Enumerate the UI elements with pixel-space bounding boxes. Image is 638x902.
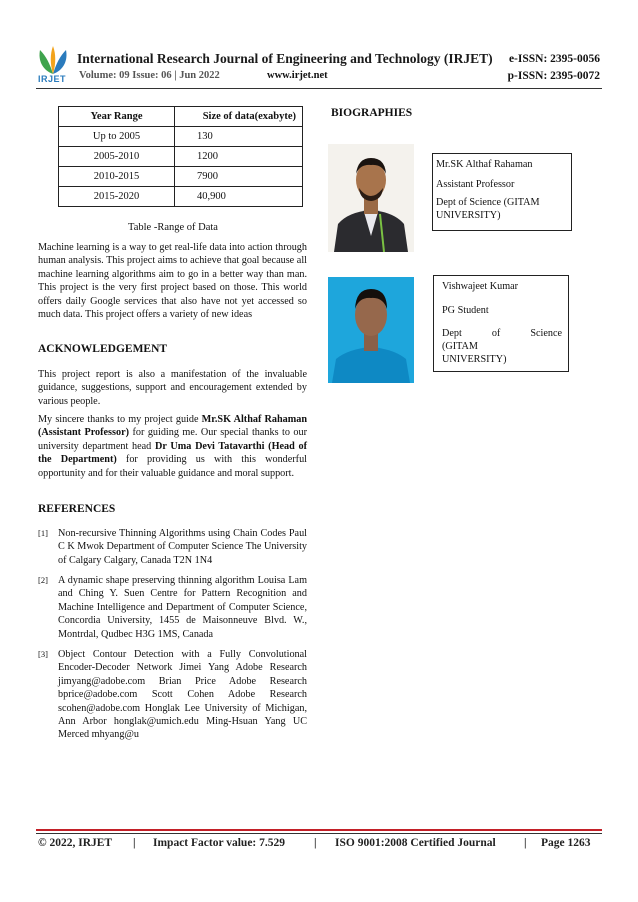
- ack-paragraph-1: This project report is also a manifestation of the invaluable guidance, suggestions, support and encouragement extended by various people.: [38, 369, 307, 407]
- hod-name: Dr Uma Devi Tatavarthi (Head of the Department): [38, 440, 307, 466]
- acknowledgement-heading: ACKNOWLEDGEMENT: [38, 343, 168, 355]
- bio-dept-line: (GITAM: [442, 341, 478, 352]
- bio-dept-word: of: [491, 328, 501, 339]
- reference-number: [3]: [38, 649, 48, 659]
- reference-number: [2]: [38, 575, 48, 585]
- bio-name: Vishwajeet Kumar: [442, 281, 519, 292]
- table-cell: Up to 2005: [59, 127, 175, 147]
- reference-text: Object Contour Detection with a Fully Convolutional Encoder-Decoder Network Jimei Yang Adobe Research jimyang@adobe.com Brian Price Adobe Research bprice@adobe.com Scott Cohen Adobe Research scohen@adobe.com Honglak Lee University of Michigan, Ann Arbor honglak@umich.edu Ming-Hsuan Yang UC Merced mhyang@u: [58, 649, 307, 741]
- bio-dept: [442, 328, 562, 341]
- table-row: [59, 127, 303, 147]
- footer-divider: [36, 833, 602, 834]
- references-heading: REFERENCES: [38, 503, 116, 515]
- logo-text: IRJET: [38, 74, 67, 84]
- ack-text: for providing us with this wonderful opportunity and for their valuable guidance and moral support.: [38, 454, 307, 479]
- ack-text: My sincere thanks to my project guide: [38, 414, 202, 425]
- reference-item: [38, 648, 307, 742]
- table-cell: 2010-2015: [59, 167, 175, 187]
- table-header-row: [59, 107, 303, 127]
- footer-impact-factor: Impact Factor value: 7.529: [153, 837, 286, 849]
- ack-text: for guiding me. Our special thanks to our university department head: [38, 427, 307, 452]
- table-cell: 2015-2020: [59, 187, 175, 207]
- footer-separator: |: [133, 837, 136, 849]
- table-cell: 2005-2010: [59, 147, 175, 167]
- footer-separator: |: [524, 837, 527, 849]
- e-issn: e-ISSN: 2395-0056: [508, 53, 600, 65]
- bio-role: Assistant Professor: [436, 179, 515, 190]
- footer-divider-red: [36, 829, 602, 831]
- journal-title: International Research Journal of Engineering and Technology (IRJET): [77, 51, 493, 66]
- table-row: [59, 187, 303, 207]
- bio-role: PG Student: [442, 305, 489, 316]
- range-of-data-table: [58, 106, 303, 207]
- website-link[interactable]: www.irjet.net: [267, 70, 328, 81]
- table-row: [59, 147, 303, 167]
- table-header-cell: Size of data(exabyte): [175, 107, 303, 127]
- footer-iso: ISO 9001:2008 Certified Journal: [335, 837, 496, 849]
- table-cell: 1200: [175, 147, 303, 167]
- table-header-cell: Year Range: [59, 107, 175, 127]
- bio-box-2: [433, 275, 569, 372]
- table-cell: 130: [175, 127, 303, 147]
- bio-dept: Dept of Science (GITAM UNIVERSITY): [436, 197, 540, 221]
- reference-item: [38, 574, 307, 641]
- reference-number: [1]: [38, 528, 48, 538]
- guide-name: Mr.SK Althaf Rahaman (Assistant Professor): [38, 414, 307, 439]
- ack-paragraph-2: [38, 413, 307, 480]
- author-photo-2: [328, 277, 414, 383]
- bio-box-1: [432, 153, 572, 231]
- author-photo-1: [328, 144, 414, 252]
- reference-text: A dynamic shape preserving thinning algorithm Louisa Lam and Ching Y. Suen Centre for Pattern Recognition and Machine Intelligence and Department of Computer Science, Concordia University, 1455 de Maisonneuve Blvd. W., Montrdal, Qudbec H3G 1MS, Canada: [58, 575, 307, 640]
- footer-page: Page 1263: [541, 837, 591, 849]
- biographies-heading: BIOGRAPHIES: [331, 107, 413, 119]
- footer-separator: |: [314, 837, 317, 849]
- header-divider: [36, 88, 602, 89]
- reference-item: [38, 527, 307, 567]
- volume-issue: Volume: 09 Issue: 06 | Jun 2022: [79, 70, 220, 81]
- bio-dept-word: Dept: [442, 328, 462, 339]
- bio-dept-word: Science: [530, 328, 562, 339]
- bio-dept-line: UNIVERSITY): [442, 354, 507, 365]
- intro-paragraph: Machine learning is a way to get real-life data into action through human analysis. This project aims to achieve that goal because all machine learning algorithms aim to go in a better way than man. This project is the very first project based on those. This world offers daily Google services that also have not yet accessed so much data. This project offers a variety of new ideas: [38, 242, 307, 321]
- bio-name: Mr.SK Althaf Rahaman: [436, 159, 533, 170]
- reference-text: Non-recursive Thinning Algorithms using Chain Codes Paul C K Mwok Department of Computer Science The University of Calgary Calgary, Canada T2N 1N4: [58, 528, 307, 566]
- table-row: [59, 167, 303, 187]
- footer-copyright: © 2022, IRJET: [38, 837, 113, 849]
- p-issn: p-ISSN: 2395-0072: [507, 70, 600, 82]
- table-caption: Table -Range of Data: [128, 222, 218, 233]
- table-cell: 40,900: [175, 187, 303, 207]
- table-cell: 7900: [175, 167, 303, 187]
